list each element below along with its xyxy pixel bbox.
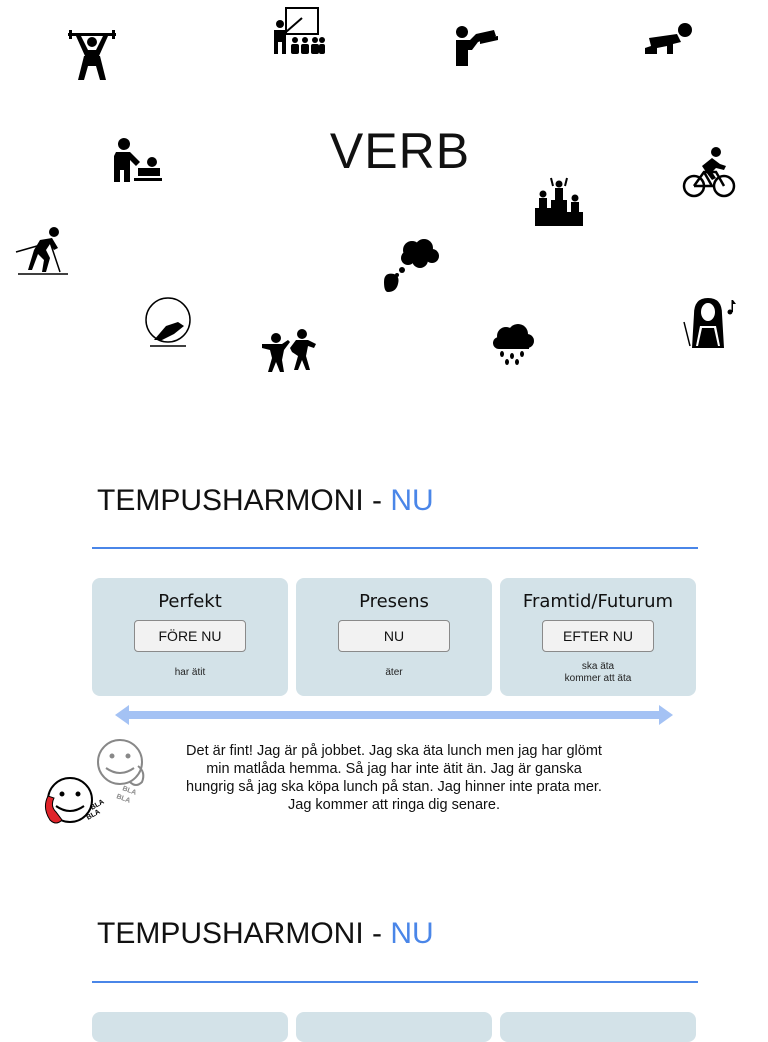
- section-title-accent: NU: [390, 917, 434, 950]
- section-divider-1: [92, 547, 698, 549]
- example-paragraph: Det är fint! Jag är på jobbet. Jag ska äta lunch men jag har glömt min matlåda hemma. Så jag har inte ätit än. Jag är ganska hungrig så jag ska köpa lunch på stan. Jag hinner inte prata mer. Jag kommer att ringa dig senare.: [186, 743, 602, 813]
- singing-woman-icon: [680, 296, 736, 350]
- cycling-icon: [682, 146, 736, 200]
- section-title-prefix: TEMPUSHARMONI -: [97, 917, 391, 950]
- tense-card-example: [92, 667, 288, 679]
- bla-text-1: BLA: [121, 785, 138, 797]
- snowboard-icon: [144, 296, 192, 348]
- timeline-arrow: [115, 705, 673, 725]
- verb-title: VERB: [329, 123, 471, 179]
- section-title-1: [97, 484, 434, 518]
- crawling-icon: [643, 22, 695, 58]
- tense-card-example: [500, 661, 696, 685]
- section-title-prefix: TEMPUSHARMONI -: [97, 484, 391, 517]
- tense-card-partial: [92, 1012, 288, 1042]
- tense-card-heading: Framtid/Futurum: [522, 591, 674, 612]
- fore-nu-button[interactable]: FÖRE NU: [134, 620, 246, 652]
- bla-text-3: BLA: [89, 798, 106, 812]
- teacher-icon: [272, 6, 326, 56]
- children-playing-icon: [260, 328, 318, 374]
- weightlifting-icon: [66, 30, 118, 82]
- section-divider-2: [92, 981, 698, 983]
- bla-text-2: BLA: [115, 793, 132, 805]
- example-line: har ätit: [174, 667, 206, 678]
- tense-card-partial: [296, 1012, 492, 1042]
- tense-card-example: [296, 667, 492, 679]
- tense-card-futurum: [500, 578, 696, 696]
- example-line: ska äta: [581, 661, 615, 672]
- tense-card-heading: Presens: [359, 591, 429, 612]
- efter-nu-button[interactable]: EFTER NU: [542, 620, 654, 652]
- example-line: äter: [385, 667, 403, 678]
- talking-heads-icon: [42, 738, 150, 846]
- tense-card-presens: [296, 578, 492, 696]
- tense-card-heading: Perfekt: [158, 591, 222, 612]
- example-line: kommer att äta: [564, 673, 632, 684]
- diaper-change-icon: [112, 136, 162, 184]
- section-title-accent: NU: [390, 484, 434, 517]
- tense-card-perfekt: [92, 578, 288, 696]
- podium-icon: [533, 176, 585, 226]
- section-title-2: [97, 917, 434, 951]
- cross-country-ski-icon: [14, 226, 70, 276]
- thinking-cloud-icon: [382, 238, 440, 294]
- rain-cloud-icon: [490, 324, 536, 366]
- tense-card-partial: [500, 1012, 696, 1042]
- pointing-icon: [454, 24, 500, 68]
- bla-text-4: BLA: [85, 808, 102, 822]
- nu-button[interactable]: NU: [338, 620, 450, 652]
